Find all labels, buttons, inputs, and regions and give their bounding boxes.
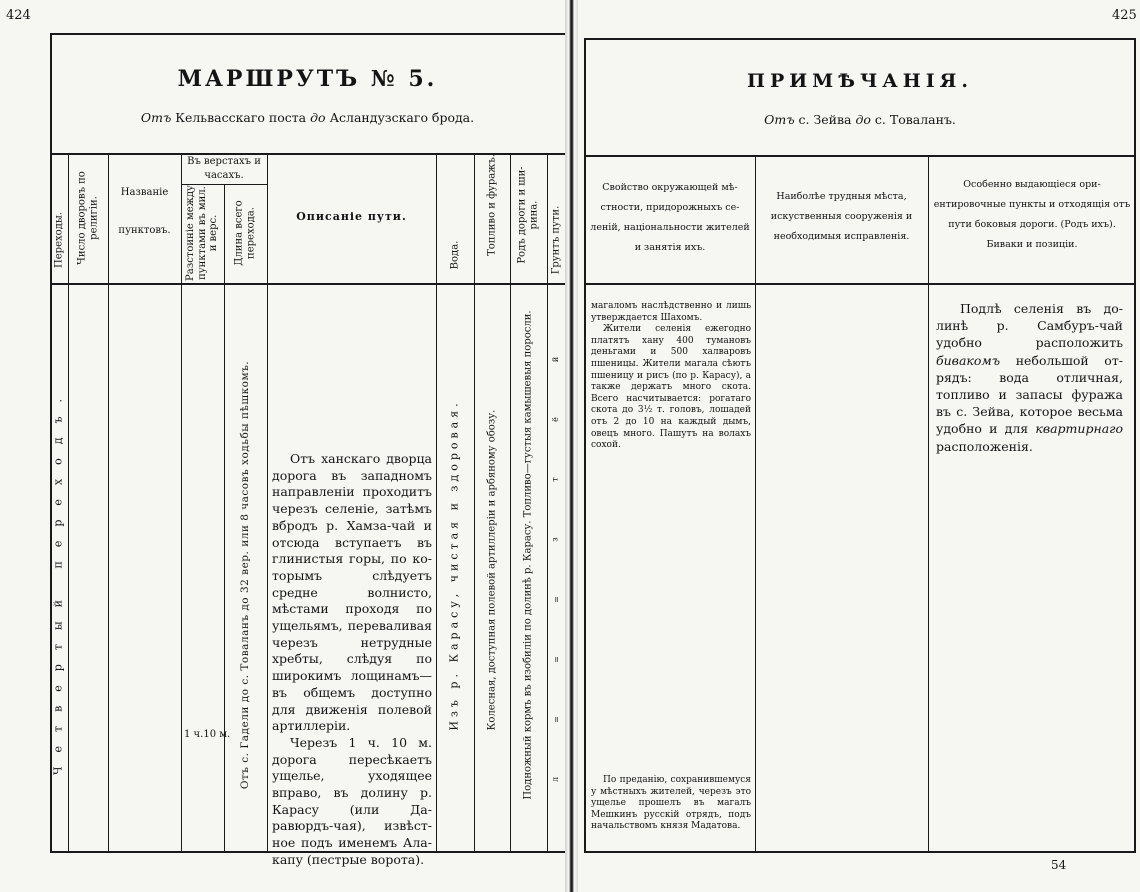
emphasis: бивакомъ	[936, 352, 1001, 368]
route-subtitle	[50, 110, 565, 125]
page-number-right: 425	[1112, 8, 1137, 23]
subtitle-prefix: Отъ	[140, 110, 172, 125]
page-number-left: 424	[6, 8, 31, 23]
soil-ditto-mark: =	[551, 716, 561, 723]
header-points	[108, 186, 181, 237]
notes-title: ПРИМѢЧАНІЯ.	[747, 70, 973, 92]
notes-subtitle-prefix: Отъ	[764, 112, 795, 127]
notes-subtitle-from: с. Зейва	[798, 112, 852, 127]
col-rule-6	[436, 153, 437, 853]
notes-col1-legend-text: По преданію, сохранившемуся у мѣстныхъ жителей, черезъ это ущелье прошелъ въ магалъ Мешкинъ русскій отрядъ, подъ начальствомъ князя Мадатова.	[591, 775, 751, 832]
notes-col1-body	[591, 301, 751, 452]
header-transitions: Переходы.	[53, 212, 65, 268]
soil-ditto-mark: л	[551, 776, 561, 783]
left-page	[0, 0, 565, 892]
book-spine	[565, 0, 578, 892]
notes-header-bottom-rule	[584, 283, 1136, 285]
notes-subtitle-to: с. Товаланъ.	[874, 112, 956, 127]
length-text: Отъ с. Гадели до с. Товаланъ до 32 вер. или 8 часовъ ходьбы пѣшкомъ.	[238, 360, 251, 790]
col-rule-8	[510, 153, 511, 853]
soil-ditto-mark: =	[551, 596, 561, 603]
water-text: Изъ р. Карасу, чистая и здоровая.	[447, 399, 461, 731]
soil-ditto-mark: ё	[550, 417, 560, 422]
header-bottom-rule	[50, 283, 565, 285]
header-households: Число дворовъ по религіи.	[76, 171, 99, 265]
notes-col3-header: Особенно выдающіеся ориентировочные пункты и отходящія отъ пути боковыя дороги. (Родъ ихъ). Биваки и позиціи.	[933, 179, 1131, 250]
col-rule-5	[267, 153, 268, 853]
header-road-kind: Родъ дороги и ширина.	[516, 166, 539, 264]
header-distance-between: Разстоиніе между пунктами въ мил. и верс.	[184, 185, 219, 281]
header-versts-group: Въ верстахъ и часахъ.	[187, 156, 261, 181]
soil-ditto-mark: =	[551, 656, 561, 663]
route-title: МАРШРУТЪ № 5.	[177, 66, 438, 92]
route-description	[272, 451, 432, 869]
col-rule-1	[68, 153, 69, 853]
transition-label: Четвертый переходъ.	[51, 385, 65, 775]
subtitle-mid: до	[310, 110, 326, 125]
emphasis: квартирнаго	[1035, 421, 1123, 437]
header-length: Длина всего перехода.	[233, 200, 256, 266]
notes-header-top-rule	[584, 155, 1136, 157]
description-paragraph-1: Отъ ханскаго дворца дорога въ западномъ направленіи проходитъ черезъ селеніе, затѣмъ вбродъ р. Хамза-чай и отсюда вступаетъ въ глинистыя горы, по которымъ слѣдуетъ средне волнисто, мѣстами проходя по ущельямъ, переваливая черезъ нетрудные хребты, слѣдуя по широкимъ лощинамъ—въ общемъ доступно для движенія полевой артиллеріи.	[272, 451, 432, 734]
header-water: Вода.	[449, 240, 461, 270]
notes-col1-legend	[591, 775, 751, 833]
fuel-text: Подножный кормъ въ изобиліи по долинѣ р. Карасу. Топливо—густыя камышевыя поросли.	[522, 310, 534, 800]
notes-col2-header: Наиболѣе трудныя мѣста, искуственныя сооруженія и необходимыя исправленія.	[770, 191, 913, 242]
soil-ditto-mark: з	[550, 537, 560, 542]
soil-ditto-mark: т	[550, 477, 560, 482]
subtitle-to: Асландузскаго брода.	[329, 110, 475, 125]
description-paragraph-2: Черезъ 1 ч. 10 м. дорога пересѣкаетъ ущелье, уходящее вправо, въ долину р. Карасу (или Даравюрдъ-чая), извѣстное подъ именемъ Алакапу (пестрые ворота).	[272, 734, 432, 867]
col-rule-3	[181, 153, 182, 853]
notes-col-rule-1	[755, 155, 756, 853]
notes-col1-continuation: магаломъ наслѣдственно и лишь утверждается Шахомъ.	[591, 301, 751, 323]
notes-col3-body	[936, 300, 1123, 455]
soil-ditto-mark: й	[551, 356, 561, 363]
notes-col1-paragraph: Жители селенія ежегодно платятъ хану 400 тумановъ деньгами и 500 халваровъ пшеницы. Жители магала сѣютъ пшеницу и рисъ (по р. Карасу), а также держатъ много скота. Всего насчитывается: рогатаго скота до 3½ т. головъ, лошадей отъ 2 до 10 на каждый дымъ, овецъ много. Пашутъ на волахъ сохой.	[591, 324, 751, 451]
notes-col-rule-2	[928, 155, 929, 853]
header-fuel: Топливо и фуражъ.	[486, 154, 498, 256]
road-kind-text: Колесная, доступная полевой артиллеріи и арбяному обозу.	[486, 409, 498, 731]
col-rule-2	[108, 153, 109, 853]
subtitle-from: Кельвасскаго поста	[175, 110, 307, 125]
distance-note: 1 ч.10 м.	[184, 729, 231, 740]
col-rule-9	[547, 153, 548, 853]
notes-subtitle-mid: до	[855, 112, 871, 127]
header-description: Описаніе пути.	[296, 210, 407, 223]
notes-col3-paragraph: Подлѣ селенія въ долинѣ р. Самбуръ-чай удобно расположить бивакомъ небольшой отрядъ: вода отличная, топливо и запасы фуража въ с. Зейва, которое весьма удобно и для квартирнаго расположенія.	[936, 301, 1123, 454]
header-soil: Грунтъ пути.	[550, 205, 562, 275]
notes-subtitle	[584, 112, 1136, 127]
col-rule-7	[474, 153, 475, 853]
col-rule-4	[224, 184, 225, 853]
footer-number: 54	[1051, 858, 1067, 872]
right-page	[578, 0, 1140, 892]
notes-col1-header: Свойство окружающей мѣстности, придорожныхъ селеній, національности жителей и занятія ихъ.	[590, 182, 750, 253]
header-points-line1: Названіе	[120, 187, 169, 198]
header-points-line2: пунктовъ.	[118, 224, 171, 236]
